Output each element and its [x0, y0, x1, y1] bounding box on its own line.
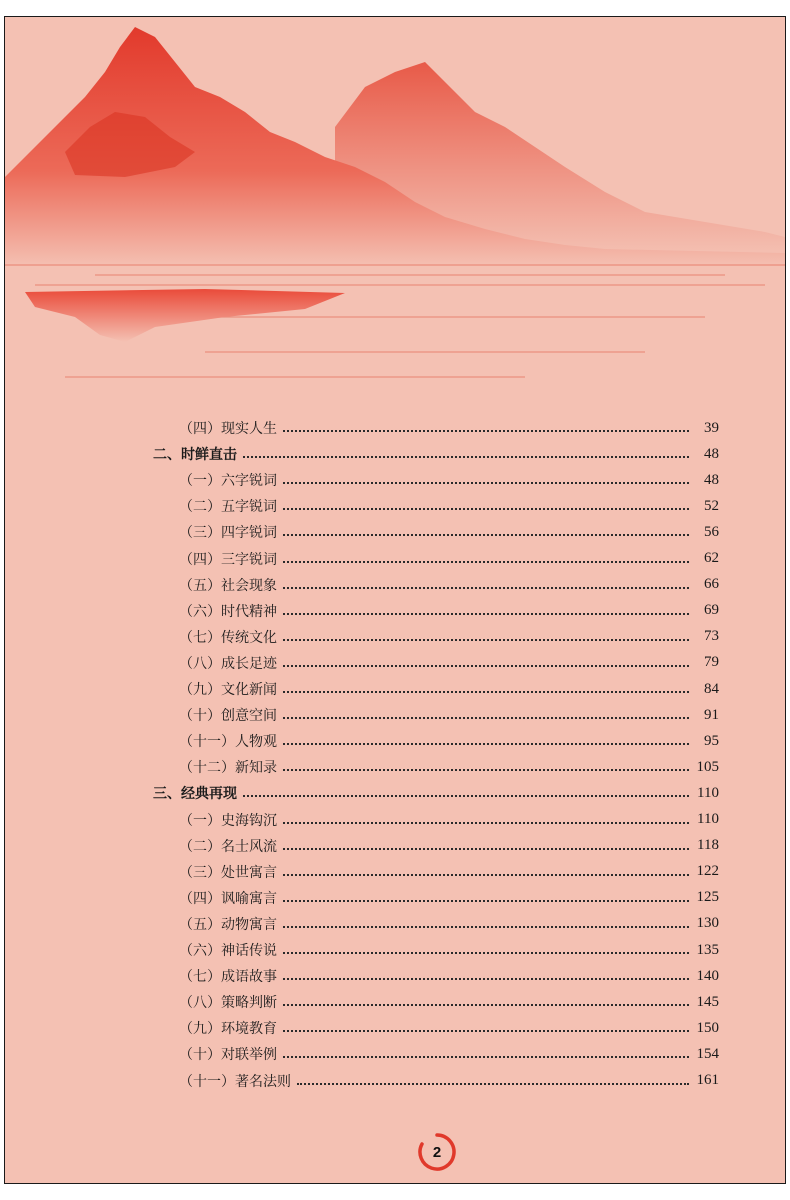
toc-entry-page-number: 154 — [696, 1045, 719, 1062]
toc-entry[interactable] — [179, 989, 719, 1015]
toc-entry-title: （四）讽喻寓言 — [179, 890, 277, 907]
toc-entry-page-number: 150 — [696, 1019, 719, 1036]
toc-entry-page-number: 62 — [704, 550, 719, 566]
dot-leader — [283, 848, 689, 850]
toc-entry-title: （三）四字锐词 — [179, 525, 277, 542]
toc-entry-title: （十二）新知录 — [179, 760, 277, 777]
dot-leader — [243, 795, 689, 797]
toc-entry[interactable] — [179, 754, 719, 780]
dot-leader — [297, 1083, 689, 1085]
toc-entry[interactable] — [179, 1068, 719, 1094]
toc-entry-title: （五）社会现象 — [179, 577, 277, 594]
toc-entry[interactable] — [179, 937, 719, 963]
toc-entry-title: （十一）著名法则 — [179, 1073, 291, 1090]
dot-leader — [283, 587, 689, 589]
toc-entry-title: （四）三字锐词 — [179, 551, 277, 568]
dot-leader — [283, 508, 689, 510]
toc-entry-page-number: 122 — [696, 863, 719, 880]
toc-entry-page-number: 52 — [704, 497, 719, 514]
water-reflection — [25, 289, 345, 342]
toc-entry-page-number: 56 — [704, 523, 719, 540]
toc-entry-page-number: 66 — [704, 576, 719, 593]
dot-leader — [283, 952, 689, 954]
toc-entry[interactable] — [179, 833, 719, 859]
document-page — [4, 16, 786, 1184]
toc-entry[interactable] — [179, 676, 719, 702]
toc-entry-title: （十）创意空间 — [179, 708, 277, 725]
page-number: 2 — [432, 1143, 442, 1161]
dot-leader — [283, 482, 689, 484]
landscape-illustration — [5, 17, 785, 397]
toc-entry-page-number: 79 — [704, 654, 719, 671]
dot-leader — [283, 717, 689, 719]
toc-entry-page-number: 95 — [704, 732, 719, 749]
toc-entry-title: （八）成长足迹 — [179, 655, 277, 672]
dot-leader — [283, 639, 689, 641]
dot-leader — [283, 561, 689, 563]
toc-entry-page-number: 135 — [696, 941, 719, 958]
toc-entry[interactable] — [179, 1041, 719, 1067]
dot-leader — [283, 613, 689, 615]
toc-entry-title: （十）对联举例 — [179, 1047, 277, 1064]
toc-entry-title: （四）现实人生 — [179, 421, 277, 437]
toc-entry[interactable] — [179, 728, 719, 754]
toc-entry-title: （三）处世寓言 — [179, 864, 277, 881]
toc-entry-page-number: 110 — [697, 784, 719, 801]
dot-leader — [283, 874, 689, 876]
toc-entry-title: （九）环境教育 — [179, 1021, 277, 1038]
toc-entry[interactable] — [179, 911, 719, 937]
dot-leader — [283, 900, 689, 902]
toc-entry-page-number: 145 — [696, 993, 719, 1010]
toc-entry-title: （五）动物寓言 — [179, 916, 277, 933]
toc-section-entry[interactable] — [153, 780, 719, 806]
toc-entry-page-number: 48 — [704, 471, 719, 488]
toc-entry-title: （一）史海钩沉 — [179, 812, 277, 829]
toc-entry[interactable] — [179, 519, 719, 545]
toc-entry-title: （六）神话传说 — [179, 943, 277, 959]
dot-leader — [283, 743, 689, 745]
toc-entry-page-number: 140 — [696, 967, 719, 984]
toc-entry[interactable] — [179, 885, 719, 911]
toc-entry[interactable] — [179, 859, 719, 885]
toc-entry[interactable] — [179, 624, 719, 650]
toc-entry[interactable] — [179, 546, 719, 572]
toc-entry-page-number: 84 — [704, 680, 719, 697]
toc-entry-page-number: 161 — [696, 1072, 719, 1088]
dot-leader — [283, 691, 689, 693]
toc-entry-title: （十一）人物观 — [179, 734, 277, 751]
dot-leader — [283, 1030, 689, 1032]
toc-entry[interactable] — [179, 702, 719, 728]
toc-entry-page-number: 91 — [704, 706, 719, 723]
toc-entry-title: （二）五字锐词 — [179, 499, 277, 516]
toc-entry-title: 三、经典再现 — [153, 786, 237, 803]
toc-entry[interactable] — [179, 467, 719, 493]
toc-entry-title: （一）六字锐词 — [179, 473, 277, 490]
dot-leader — [283, 534, 689, 536]
dot-leader — [283, 430, 689, 432]
dot-leader — [283, 665, 689, 667]
toc-entry-page-number: 73 — [704, 628, 719, 645]
toc-entry-page-number: 48 — [704, 445, 719, 462]
toc-entry-page-number: 69 — [704, 602, 719, 619]
toc-entry-title: （八）策略判断 — [179, 995, 277, 1012]
toc-entry-page-number: 130 — [696, 915, 719, 932]
toc-entry-title: （二）名士风流 — [179, 838, 277, 855]
dot-leader — [283, 769, 689, 771]
toc-entry-title: （七）传统文化 — [179, 629, 277, 646]
dot-leader — [283, 1004, 689, 1006]
toc-entry-title: （六）时代精神 — [179, 603, 277, 620]
toc-entry-title: （七）成语故事 — [179, 969, 277, 986]
dot-leader — [283, 978, 689, 980]
toc-entry-page-number: 105 — [696, 758, 719, 775]
toc-entry-title: 二、时鲜直击 — [153, 447, 237, 464]
page-number-badge — [417, 1132, 457, 1172]
toc-entry[interactable] — [179, 963, 719, 989]
toc-entry[interactable] — [179, 493, 719, 519]
toc-entry[interactable] — [179, 650, 719, 676]
dot-leader — [283, 1056, 689, 1058]
dot-leader — [283, 926, 689, 928]
toc-entry[interactable] — [179, 598, 719, 624]
toc-entry-page-number: 39 — [704, 419, 719, 436]
toc-entry-title: （九）文化新闻 — [179, 682, 277, 698]
dot-leader — [243, 456, 689, 458]
toc-entry[interactable] — [179, 1015, 719, 1041]
toc-entry-page-number: 125 — [696, 889, 719, 906]
toc-entry[interactable] — [179, 572, 719, 598]
toc-entry-page-number: 110 — [697, 811, 719, 827]
toc-entry[interactable] — [179, 415, 719, 441]
toc-entry[interactable] — [179, 807, 719, 833]
dot-leader — [283, 822, 689, 824]
toc-section-entry[interactable] — [153, 441, 719, 467]
toc-entry-page-number: 118 — [697, 837, 719, 854]
